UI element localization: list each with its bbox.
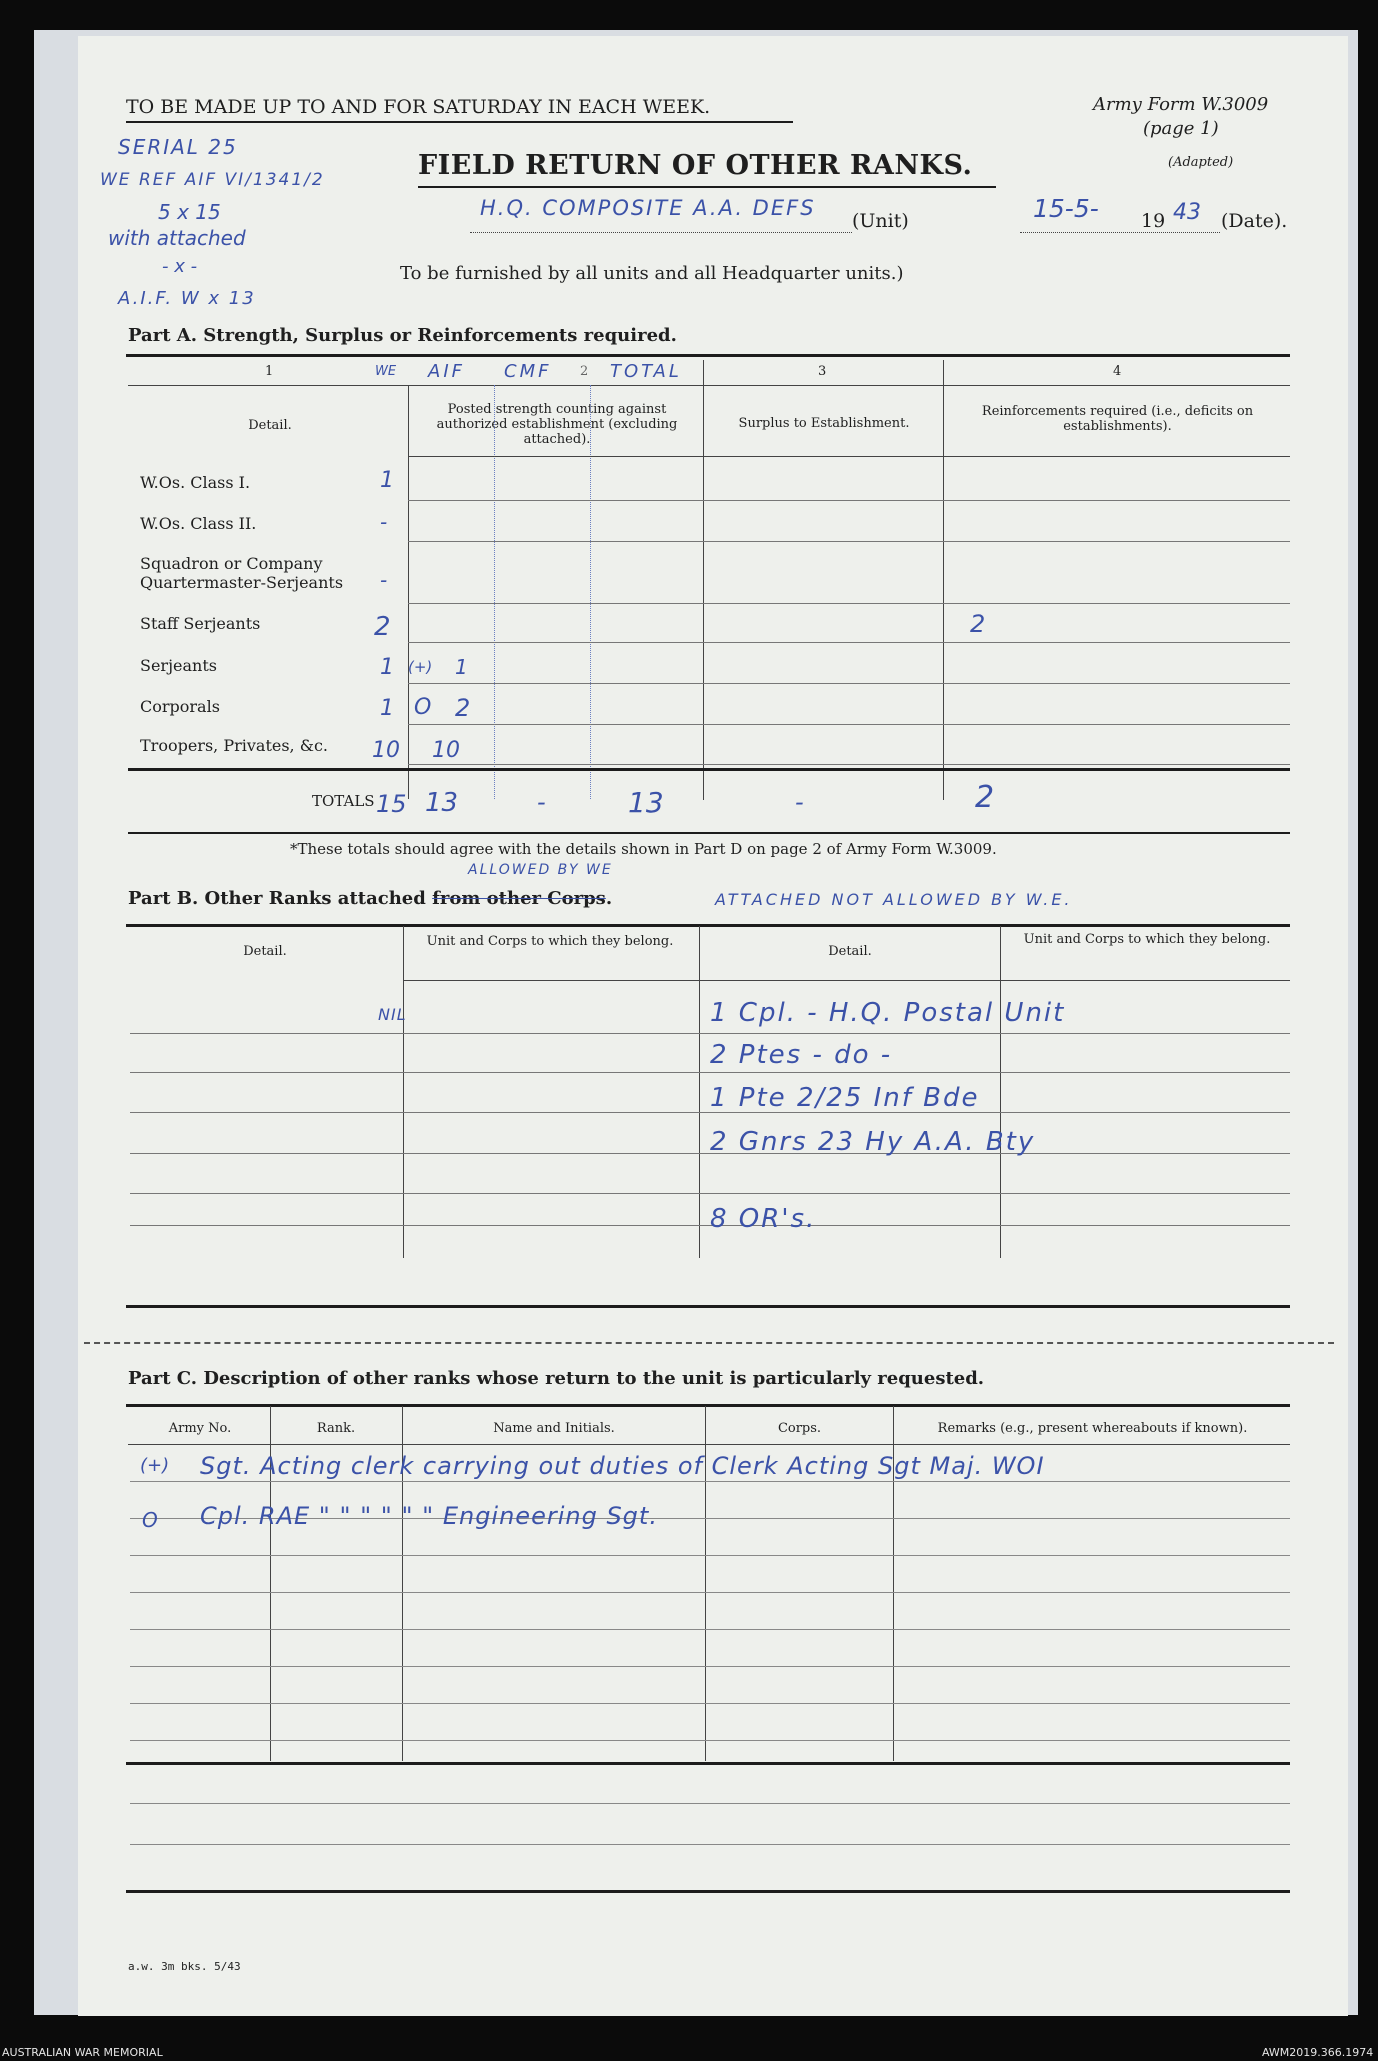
part-c-entry-1-mark: (+) [140, 1455, 170, 1476]
cpl-cmf: 2 [455, 694, 471, 722]
row-label-troopers: Troopers, Privates, &c. [140, 736, 329, 755]
troopers-cmf: 10 [432, 738, 460, 763]
part-b-rule-2 [130, 1072, 1290, 1073]
totals-cmf: - [537, 788, 546, 816]
part-b-entry-2: 2 Ptes - do - [710, 1040, 893, 1070]
part-c-header-remarks: Remarks (e.g., present whereabouts if known). [937, 1421, 1248, 1436]
form-page: (page 1) [1143, 118, 1219, 139]
header-detail: Detail. [248, 418, 292, 433]
row-rule-7 [408, 764, 1290, 765]
col-number-3: 3 [818, 364, 827, 379]
printer-note: a.w. 3m bks. 5/43 [128, 1960, 241, 1973]
part-c-rule-9 [130, 1803, 1290, 1804]
subhead-aif: AIF [428, 361, 465, 382]
title-underline [418, 186, 996, 188]
part-b-vline-1 [403, 926, 404, 1258]
margin-note-serial: SERIAL 25 [118, 135, 238, 159]
col-number-1: 1 [265, 364, 274, 379]
totals-total: 13 [628, 786, 664, 819]
reinf-header-rule [943, 456, 1290, 457]
col-number-4: 4 [1113, 364, 1122, 379]
page-title: FIELD RETURN OF OTHER RANKS. [418, 150, 973, 181]
part-b-header-detail-left: Detail. [243, 944, 287, 959]
part-c-rule-6 [130, 1666, 1290, 1667]
form-name: Army Form W.3009 [1093, 94, 1269, 115]
sgt-aif: (+) [408, 658, 433, 676]
part-a-heading: Part A. Strength, Surplus or Reinforcements required. [128, 325, 677, 346]
part-a-vline-hw-1 [494, 385, 495, 799]
part-a-vline-1 [408, 385, 409, 799]
unit-label: (Unit) [852, 210, 909, 232]
instruction-underline [126, 121, 793, 123]
date-label: (Date). [1221, 210, 1288, 232]
part-a-top-rule [126, 354, 1290, 357]
part-c-bottom-rule-2 [126, 1890, 1290, 1893]
part-c-rule-4 [130, 1592, 1290, 1593]
year-value: 43 [1173, 200, 1201, 225]
row-label-cqms: Squadron or Company Quartermaster-Serjeants [140, 554, 344, 592]
part-b-heading-prefix: Part B. Other Ranks attached [128, 888, 433, 909]
part-b-entry-1: 1 Cpl. - H.Q. Postal Unit [710, 998, 1066, 1028]
form-adapted: (Adapted) [1168, 155, 1234, 170]
cpl-aif: O [414, 695, 432, 720]
part-c-header-name: Name and Initials. [493, 1421, 615, 1436]
part-a-bottom-rule [128, 832, 1290, 834]
part-c-top-rule [126, 1404, 1290, 1407]
part-c-header-rule [128, 1444, 1290, 1445]
staff-sgt-reinf: 2 [970, 610, 986, 638]
cqms-we: - [380, 568, 388, 592]
row-label-wo2: W.Os. Class II. [140, 514, 257, 533]
totals-reinf: 2 [975, 780, 995, 815]
part-c-rule-5 [130, 1629, 1290, 1630]
sgt-cmf: 1 [455, 655, 468, 679]
part-c-rule-1 [130, 1481, 1290, 1482]
subtitle: To be furnished by all units and all Headquarter units.) [400, 263, 904, 284]
part-a-vline-hw-2 [590, 385, 591, 799]
part-b-vline-2 [699, 926, 700, 1258]
totals-rule [128, 768, 1290, 771]
wo2-we: - [380, 510, 388, 534]
row-label-cpl: Corporals [140, 697, 220, 716]
row-rule-6 [408, 724, 1290, 725]
col-number-2: 2 [580, 364, 589, 379]
header-surplus: Surplus to Establishment. [738, 416, 910, 431]
part-c-bottom-rule-1 [126, 1762, 1290, 1765]
footer-right: AWM2019.366.1974 [1262, 2046, 1374, 2059]
row-label-wo1: W.Os. Class I. [140, 473, 251, 492]
margin-note-we-ref: WE REF AIF VI/1341/2 [100, 170, 325, 190]
subhead-cmf: CMF [504, 361, 552, 382]
row-label-staff-sgt: Staff Serjeants [140, 614, 261, 633]
footer-left: AUSTRALIAN WAR MEMORIAL [2, 2046, 163, 2059]
header-posted: Posted strength counting against authorized establishment (excluding attached). [436, 402, 678, 447]
part-b-header-detail-right: Detail. [828, 944, 872, 959]
part-b-heading [128, 888, 612, 909]
part-b-header-unit-left: Unit and Corps to which they belong. [426, 934, 674, 949]
part-c-rule-8 [130, 1740, 1290, 1741]
row-rule-3 [408, 603, 1290, 604]
unit-value: H.Q. COMPOSITE A.A. DEFS [480, 196, 816, 220]
row-rule-4 [408, 642, 1290, 643]
unit-dotted-line [470, 232, 852, 233]
part-b-header-unit-right: Unit and Corps to which they belong. [1023, 932, 1271, 947]
totals-label: TOTALS [312, 792, 375, 810]
part-c-entry-1: Sgt. Acting clerk carrying out duties of Clerk Acting Sgt Maj. WOI [200, 1452, 1045, 1480]
part-b-hw-above: ALLOWED BY WE [468, 862, 613, 878]
part-c-rule-7 [130, 1703, 1290, 1704]
row-rule-5 [408, 683, 1290, 684]
margin-note-5x15: 5 x 15 [158, 200, 221, 224]
perforation-line [84, 1342, 1334, 1344]
part-a-footnote: *These totals should agree with the details shown in Part D on page 2 of Army Form W.3009. [290, 840, 997, 858]
cpl-we: 1 [380, 696, 394, 721]
part-b-bottom-rule [126, 1305, 1290, 1308]
part-b-top-rule [126, 924, 1290, 927]
part-b-rule-1 [130, 1033, 1290, 1034]
date-dotted-line [1020, 232, 1220, 233]
part-b-vline-3 [1000, 926, 1001, 1258]
totals-surplus: - [795, 788, 804, 816]
part-a-vline-2 [703, 360, 704, 800]
part-b-entry-3: 1 Pte 2/25 Inf Bde [710, 1083, 980, 1113]
troopers-we: 10 [372, 738, 400, 763]
part-c-entry-2: Cpl. RAE " " " " " " Engineering Sgt. [200, 1502, 658, 1530]
header-instruction: TO BE MADE UP TO AND FOR SATURDAY IN EACH WEEK. [126, 96, 711, 118]
part-b-entry-5: 8 OR's. [710, 1204, 817, 1234]
part-b-hw-right: ATTACHED NOT ALLOWED BY W.E. [715, 890, 1073, 909]
row-label-sgt: Serjeants [140, 656, 217, 675]
wo1-we: 1 [380, 468, 394, 493]
margin-note-aif: A.I.F. W x 13 [118, 288, 256, 309]
part-c-heading: Part C. Description of other ranks whose return to the unit is particularly requested. [128, 1368, 985, 1389]
part-c-rule-10 [130, 1844, 1290, 1845]
part-b-rule-5 [130, 1193, 1290, 1194]
part-b-heading-suffix: . [605, 888, 613, 909]
margin-note-attached: with attached [108, 226, 246, 250]
surplus-header-rule [703, 456, 943, 457]
part-b-left-entry: NIL [378, 1005, 407, 1024]
margin-note-x: - x - [162, 256, 198, 277]
date-value: 15-5- [1033, 194, 1099, 223]
totals-we: 15 [376, 790, 407, 818]
part-b-header-rule-right [699, 980, 1290, 981]
row-rule-2 [408, 541, 1290, 542]
subhead-we: WE [375, 364, 397, 379]
part-b-header-rule-left [403, 980, 699, 981]
header-reinforcements: Reinforcements required (i.e., deficits on establishments). [981, 404, 1254, 434]
part-c-rule-3 [130, 1555, 1290, 1556]
col-number-rule [128, 385, 1290, 386]
posted-header-rule [408, 456, 703, 457]
part-c-entry-2-mark: O [142, 1508, 158, 1532]
part-b-heading-struck: from other Corps [432, 888, 606, 909]
part-c-header-rank: Rank. [316, 1421, 356, 1436]
part-c-header-corps: Corps. [777, 1421, 822, 1436]
part-a-vline-3 [943, 360, 944, 800]
sgt-we: 1 [380, 655, 394, 680]
staff-sgt-we: 2 [374, 612, 391, 642]
part-b-entry-4: 2 Gnrs 23 Hy A.A. Bty [710, 1127, 1036, 1157]
part-c-header-army-no: Army No. [168, 1421, 232, 1436]
year-prefix: 19 [1141, 210, 1166, 232]
row-rule-1 [408, 500, 1290, 501]
subhead-total: TOTAL [610, 361, 682, 382]
totals-aif: 13 [425, 788, 459, 818]
